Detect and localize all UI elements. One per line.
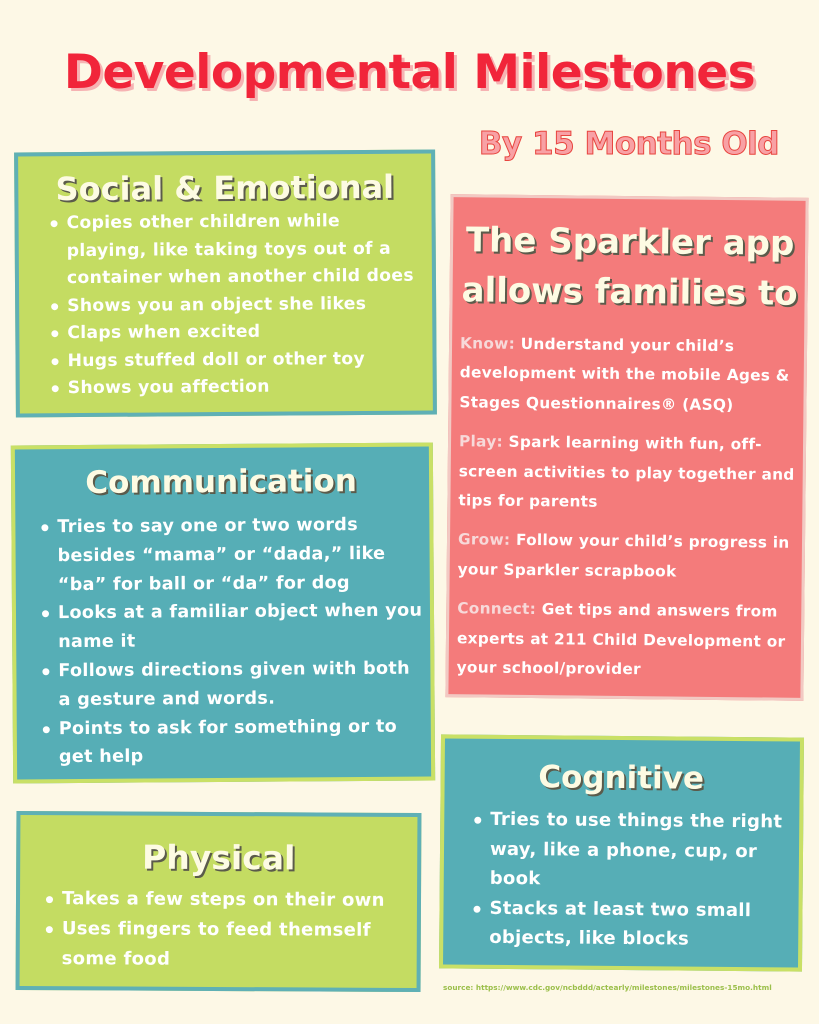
- list-item: Takes a few steps on their own: [42, 884, 409, 916]
- sparkler-item-key: Connect:: [457, 599, 537, 619]
- sparkler-item-text: Spark learning with fun, off-screen activities to play together and tips for parents: [458, 432, 795, 511]
- sparkler-item-text: Follow your child’s progress in your Sparkler scrapbook: [457, 531, 790, 581]
- sparkler-item-text: Understand your child’s development with the mobile Ages & Stages Questionnaires® (ASQ): [459, 334, 790, 414]
- list-item: Tries to use things the right way, like a phone, cup, or book: [470, 805, 792, 896]
- cognitive-heading: Cognitive: [538, 759, 705, 797]
- sparkler-item-know: [459, 329, 798, 421]
- sparkler-item-key: Grow:: [457, 530, 511, 550]
- list-item: Claps when excited: [47, 318, 424, 348]
- list-item: Hugs stuffed doll or other toy: [47, 345, 424, 375]
- sparkler-item-grow: [458, 526, 797, 588]
- cognitive-list: [469, 805, 791, 955]
- list-item: Shows you affection: [48, 373, 425, 403]
- list-item: Follows directions given with both a gesture and words.: [38, 655, 424, 715]
- list-item: Shows you an object she likes: [47, 290, 424, 320]
- list-item: Looks at a familiar object when you name it: [38, 597, 424, 657]
- list-item: Copies other children while playing, like taking toys out of a container when another child does: [46, 208, 424, 293]
- sparkler-item-connect: [457, 594, 796, 686]
- social-emotional-panel: [14, 150, 437, 418]
- communication-list: [37, 511, 425, 773]
- sparkler-heading: The Sparkler app allows families to: [461, 220, 798, 314]
- list-item: Stacks at least two small objects, like blocks: [469, 893, 791, 955]
- physical-panel: [16, 811, 422, 992]
- page-title: Developmental Milestones: [63, 45, 756, 100]
- sparkler-item-text: Get tips and answers from experts at 211 Child Development or your school/provider: [456, 600, 786, 679]
- physical-list: [42, 884, 409, 976]
- source-citation: source: https://www.cdc.gov/ncbddd/actearly/milestones/milestones-15mo.html: [443, 983, 772, 992]
- sparkler-item-key: Play:: [458, 432, 504, 451]
- cognitive-panel: [439, 734, 804, 971]
- list-item: Uses fingers to feed themself some food: [42, 914, 409, 976]
- list-item: Points to ask for something or to get help: [39, 712, 425, 772]
- social-emotional-list: [46, 208, 424, 403]
- physical-heading: Physical: [141, 837, 296, 878]
- sparkler-item-play: [458, 427, 797, 519]
- page-subtitle: By 15 Months Old: [478, 126, 779, 162]
- social-emotional-heading: Social & Emotional: [55, 167, 395, 209]
- communication-heading: Communication: [85, 463, 357, 501]
- sparkler-panel: [445, 194, 808, 701]
- communication-panel: [11, 443, 435, 784]
- sparkler-item-key: Know:: [459, 334, 516, 353]
- list-item: Tries to say one or two words besides “mama” or “dada,” like “ba” for ball or “da” for dog: [37, 511, 424, 600]
